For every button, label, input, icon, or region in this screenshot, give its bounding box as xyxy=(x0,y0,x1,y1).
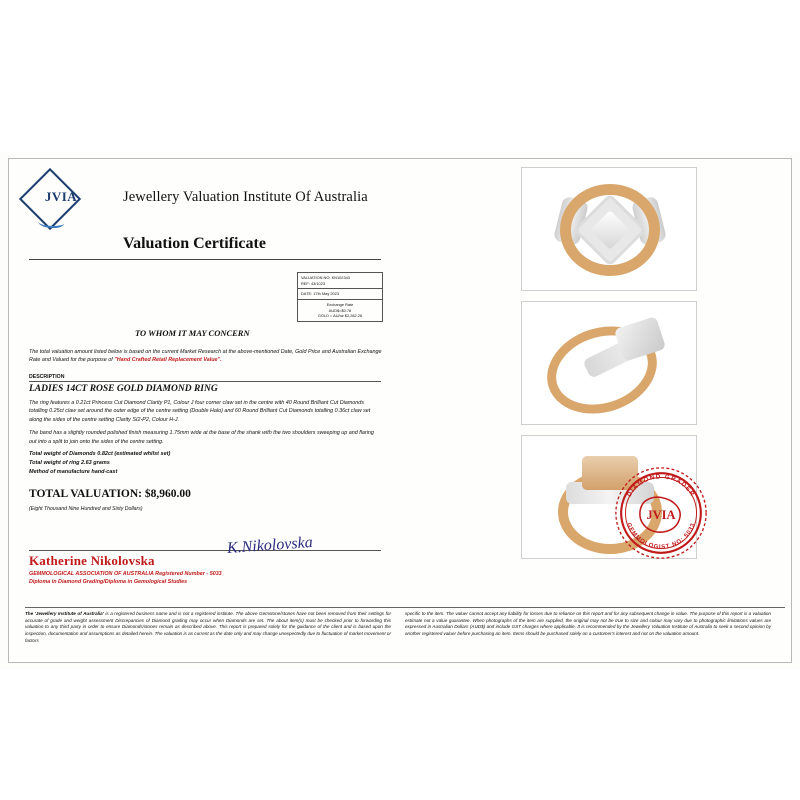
stamp-center-text: JVIA xyxy=(646,507,676,522)
signature-divider xyxy=(29,550,381,551)
footer-column-left: The 'Jewellery Institute of Australia' is a registered business name and is not a registered institute. The above Gemstone/stones have not been removed from their settings for accurate of grade and weight assessment Discrepancies of Diamond grading may occur when Diamonds are set. The about item(s) must be checked prior to forwarding this valuation to any third party in order to ensure Diamonds/stones remain as described above. This report is prepared solely for the guidance of the client and is based upon the inspection, documentation and assumptions as detailed herein. The valuation is as current as the date only and may change unexpectedly due to fluctuation of market movement or factors xyxy=(25,611,391,643)
stamp-top-text: DIAMOND GRADER xyxy=(625,473,697,499)
aud-usd-rate: AUD$=$0.78 xyxy=(328,307,352,313)
reference-date xyxy=(298,289,382,300)
total-weight-diamonds: Total weight of Diamonds 0.82ct (estimated whilst set) xyxy=(29,451,171,457)
date-label: DATE: xyxy=(301,291,313,297)
title-divider xyxy=(29,259,381,260)
description-divider xyxy=(29,381,381,382)
valuer-credential-line-2: Diploma in Diamond Grading/Diploma in Gemological Studies xyxy=(29,579,188,585)
gold-rate: GOLD = AU/oz $2,282.26 xyxy=(317,313,363,319)
ref-label: REF: xyxy=(301,280,310,286)
logo-text: JVIA xyxy=(44,189,78,204)
ring-illustration-top xyxy=(522,168,696,290)
svg-text:GEMMOLOGIST NO: 5033 xyxy=(625,522,697,550)
organization-name: Jewellery Valuation Institute Of Australia xyxy=(123,189,368,205)
ring-photo-top-view xyxy=(521,167,697,291)
ring-head-setting xyxy=(614,316,666,362)
reference-box xyxy=(297,272,383,322)
description-section-label: DESCRIPTION xyxy=(29,374,65,380)
footer-disclaimer xyxy=(25,611,787,669)
valuer-name: Katherine Nikolovska xyxy=(29,553,155,568)
valuer-signature: K.Nikolovska xyxy=(226,534,314,557)
addressee-line: TO WHOM IT MAY CONCERN xyxy=(135,328,250,338)
page-title: Valuation Certificate xyxy=(123,235,266,252)
description-paragraph-2: The band has a slightly rounded polished finish measuring 1.75mm wide at the base of the shank with the two shoulders sweeping up and flaring out into a split to join onto the sides of the centre setting. xyxy=(29,430,374,445)
total-valuation-amount: $8,960.00 xyxy=(144,488,191,500)
total-valuation-line xyxy=(29,488,191,500)
valuer-credential-line-1: GEMMOLOGICAL ASSOCIATION OF AUSTRALIA Registered Number - 5033 xyxy=(29,571,222,577)
stamp-bottom-text: GEMMOLOGIST NO: 5033 xyxy=(625,522,697,551)
reference-exchange xyxy=(298,300,382,321)
footer-divider xyxy=(25,607,785,608)
amount-in-words: (Eight Thousand Nine Hundred and Sixty Dollars) xyxy=(29,506,143,512)
exchange-rate-label: Exchange Rate xyxy=(326,301,354,307)
intro-text: The total valuation amount listed below is based on the current Market Research at the above-mentioned Date, Gold Price and Australian Exchange Rate and Valued for the purpose of xyxy=(29,349,382,364)
ref-value: 43/1023 xyxy=(310,280,326,286)
jvia-logo xyxy=(25,175,95,231)
valuation-certificate xyxy=(0,152,800,669)
reference-valuation-no xyxy=(298,273,382,289)
svg-text:DIAMOND GRADER xyxy=(626,473,696,498)
valuation-no-value: KN102343 xyxy=(331,275,350,280)
total-weight-ring: Total weight of ring 2.63 grams xyxy=(29,460,110,467)
description-paragraph-1: The ring features a 0.21ct Princess Cut Diamond Clarity P1, Colour J four corner claw set in the centre with 40 Round Brilliant Cut Diamonds totalling 0.25ct claw set around the outer edge of the centre setting (Double Halo) and 60 Round Brilliant Cut Diamonds totalling 0.36ct claw set along the sides of the centre setting Clarity SI2-P2, Colour H-J. xyxy=(29,400,371,423)
ring-photo-angled-view xyxy=(521,301,697,425)
valuation-no-label: VALUATION NO: xyxy=(301,275,331,280)
total-valuation-label: TOTAL VALUATION: xyxy=(29,488,143,500)
certificate-border xyxy=(8,158,792,663)
item-title: LADIES 14CT ROSE GOLD DIAMOND RING xyxy=(29,384,218,394)
intro-paragraph xyxy=(29,348,383,364)
manufacture-method: Method of manufacture hand-cast xyxy=(29,469,118,476)
certificate-left-column xyxy=(17,165,389,595)
description-body xyxy=(29,399,381,451)
swoosh-icon xyxy=(38,217,64,228)
diamond-grader-stamp xyxy=(613,465,709,561)
date-value: 17th May 2023 xyxy=(313,291,340,297)
weights-block xyxy=(29,450,381,477)
footer-column-right: specific to the item. The valuer cannot accept any liability for losses due to reliance on this report and for any subsequent change in value. The purpose of this report is a valuation estimate not a value guarantee. When photographs of the item are supplied, the original may not be true to size and colour may vary due to photographic limitations values are expressed in Australian Dollars (AUD$) and include GST charges where applicable. It is recommended by the Jewellery Valuation Institute of Australia to seek a second opinion by another registered valuer before purchasing an item. Items should be purchased solely on a customer's interest and not on the valuation amount. xyxy=(405,611,771,636)
ring-illustration-angled xyxy=(522,302,696,424)
intro-highlight: "Hand Crafted Retail Replacement Value". xyxy=(114,357,222,364)
